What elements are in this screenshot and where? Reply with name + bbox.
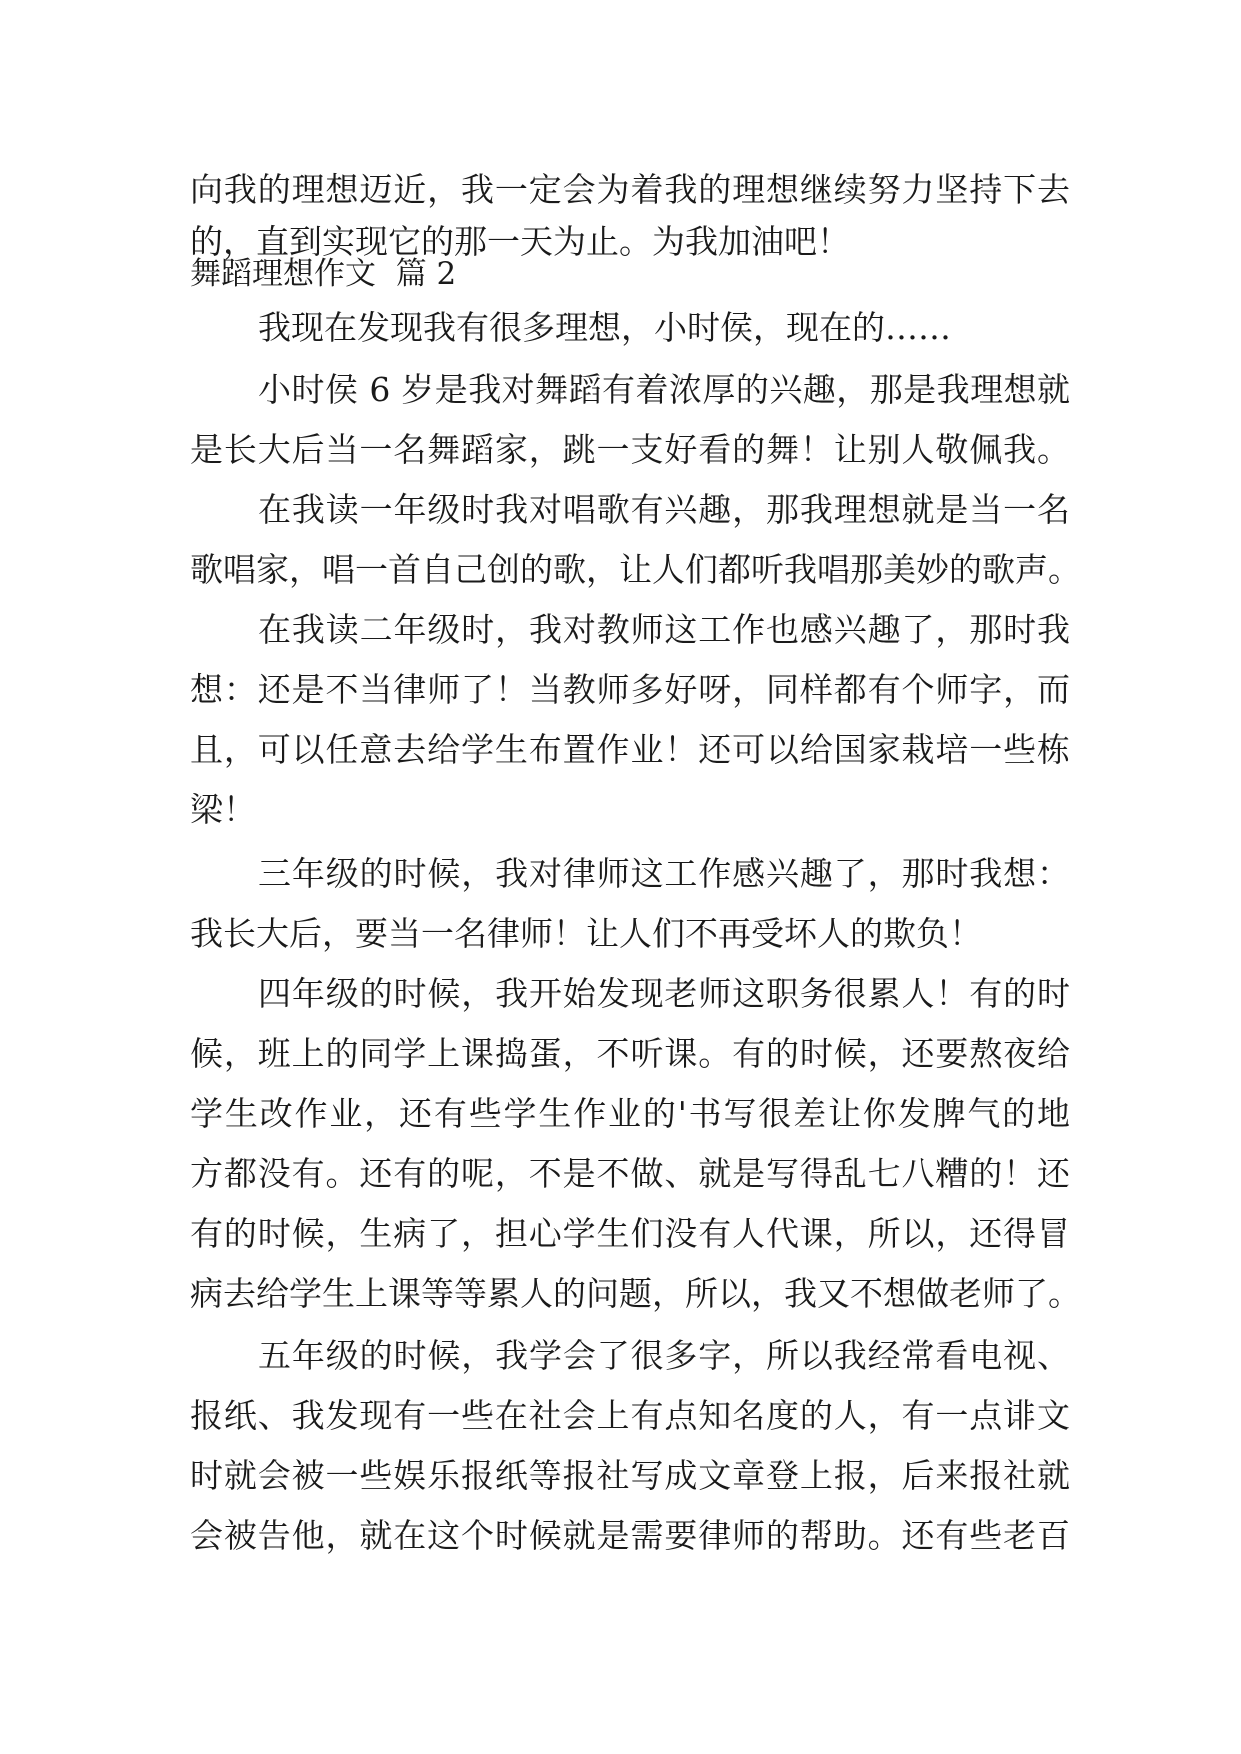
text-line: 方都没有。还有的呢，不是不做、就是写得乱七八糟的！还 [190, 1154, 1070, 1193]
text-line: 病去给学生上课等等累人的问题，所以，我又不想做老师了。 [190, 1274, 1081, 1313]
text-line: 学生改作业，还有些学生作业的'书写很差让你发脾气的地 [190, 1094, 1070, 1133]
paragraph-first-line: 在我读二年级时，我对教师这工作也感兴趣了，那时我 [258, 610, 1070, 649]
text-line: 且，可以任意去给学生布置作业！还可以给国家栽培一些栋 [190, 730, 1070, 769]
paragraph-first-line: 在我读一年级时我对唱歌有兴趣，那我理想就是当一名 [258, 490, 1070, 529]
text-line: 时就会被一些娱乐报纸等报社写成文章登上报，后来报社就 [190, 1456, 1070, 1495]
text-line: 是长大后当一名舞蹈家，跳一支好看的舞！让别人敬佩我。 [190, 430, 1070, 469]
text-line: 候，班上的同学上课捣蛋，不听课。有的时候，还要熬夜给 [190, 1034, 1070, 1073]
text-line: 的，直到实现它的那一天为止。为我加油吧！ [190, 222, 850, 261]
section-heading: 舞蹈理想作文 篇 2 [190, 256, 457, 292]
paragraph-first-line: 我现在发现我有很多理想，小时侯，现在的…… [258, 308, 951, 347]
paragraph-first-line: 四年级的时候，我开始发现老师这职务很累人！有的时 [258, 974, 1070, 1013]
text-line: 歌唱家，唱一首自己创的歌，让人们都听我唱那美妙的歌声。 [190, 550, 1081, 589]
text-line: 梁！ [190, 790, 256, 829]
text-line: 向我的理想迈近，我一定会为着我的理想继续努力坚持下去 [190, 170, 1070, 209]
text-line: 会被告他，就在这个时候就是需要律师的帮助。还有些老百 [190, 1516, 1070, 1555]
text-line: 我长大后，要当一名律师！让人们不再受坏人的欺负！ [190, 914, 982, 953]
text-line: 报纸、我发现有一些在社会上有点知名度的人，有一点诽文 [190, 1396, 1070, 1435]
paragraph-first-line: 五年级的时候，我学会了很多字，所以我经常看电视、 [258, 1336, 1070, 1375]
paragraph-first-line: 小时侯 6 岁是我对舞蹈有着浓厚的兴趣，那是我理想就 [258, 370, 1070, 409]
text-line: 想：还是不当律师了！当教师多好呀，同样都有个师字，而 [190, 670, 1070, 709]
text-line: 有的时候，生病了，担心学生们没有人代课，所以，还得冒 [190, 1214, 1070, 1253]
paragraph-first-line: 三年级的时候，我对律师这工作感兴趣了，那时我想： [258, 854, 1070, 893]
